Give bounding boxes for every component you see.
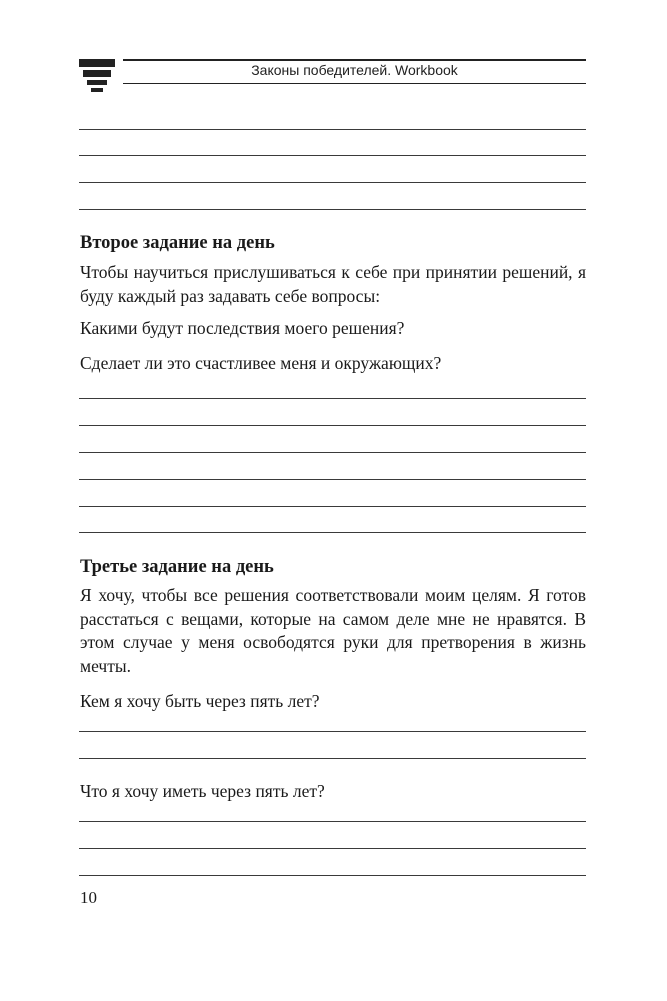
writing-line[interactable] bbox=[79, 398, 586, 399]
task2-question-happiness: Сделает ли это счастливее меня и окружающих? bbox=[80, 353, 442, 373]
page-number: 10 bbox=[80, 888, 97, 907]
header-rule-top bbox=[123, 59, 586, 61]
writing-line[interactable] bbox=[79, 182, 586, 183]
writing-line[interactable] bbox=[79, 155, 586, 156]
writing-line[interactable] bbox=[79, 425, 586, 426]
task3-heading: Третье задание на день bbox=[80, 557, 274, 577]
task3-question-be: Кем я хочу быть через пять лет? bbox=[80, 691, 320, 711]
task2-intro: Чтобы научиться прислушиваться к себе при принятии решений, я буду каждый раз задавать себе вопросы: bbox=[80, 262, 586, 306]
task3-question-have: Что я хочу иметь через пять лет? bbox=[80, 781, 325, 801]
stacked-bars-logo-icon bbox=[79, 57, 115, 93]
writing-line[interactable] bbox=[79, 875, 586, 876]
writing-line[interactable] bbox=[79, 129, 586, 130]
writing-line[interactable] bbox=[79, 209, 586, 210]
writing-line[interactable] bbox=[79, 479, 586, 480]
writing-line[interactable] bbox=[79, 532, 586, 533]
task3-intro: Я хочу, чтобы все решения соответствовали моим целям. Я готов расстаться с вещами, которые на самом деле мне не нравятся. В этом случае у меня освободятся руки для претворения в жизнь мечты. bbox=[80, 585, 586, 676]
writing-line[interactable] bbox=[79, 821, 586, 822]
writing-line[interactable] bbox=[79, 506, 586, 507]
writing-line[interactable] bbox=[79, 758, 586, 759]
running-header-title: Законы победителей. Workbook bbox=[251, 62, 458, 78]
writing-line[interactable] bbox=[79, 731, 586, 732]
writing-line[interactable] bbox=[79, 452, 586, 453]
writing-line[interactable] bbox=[79, 848, 586, 849]
header-rule-bottom bbox=[123, 83, 586, 84]
task2-question-consequences: Какими будут последствия моего решения? bbox=[80, 318, 405, 338]
task2-heading: Второе задание на день bbox=[80, 233, 275, 253]
